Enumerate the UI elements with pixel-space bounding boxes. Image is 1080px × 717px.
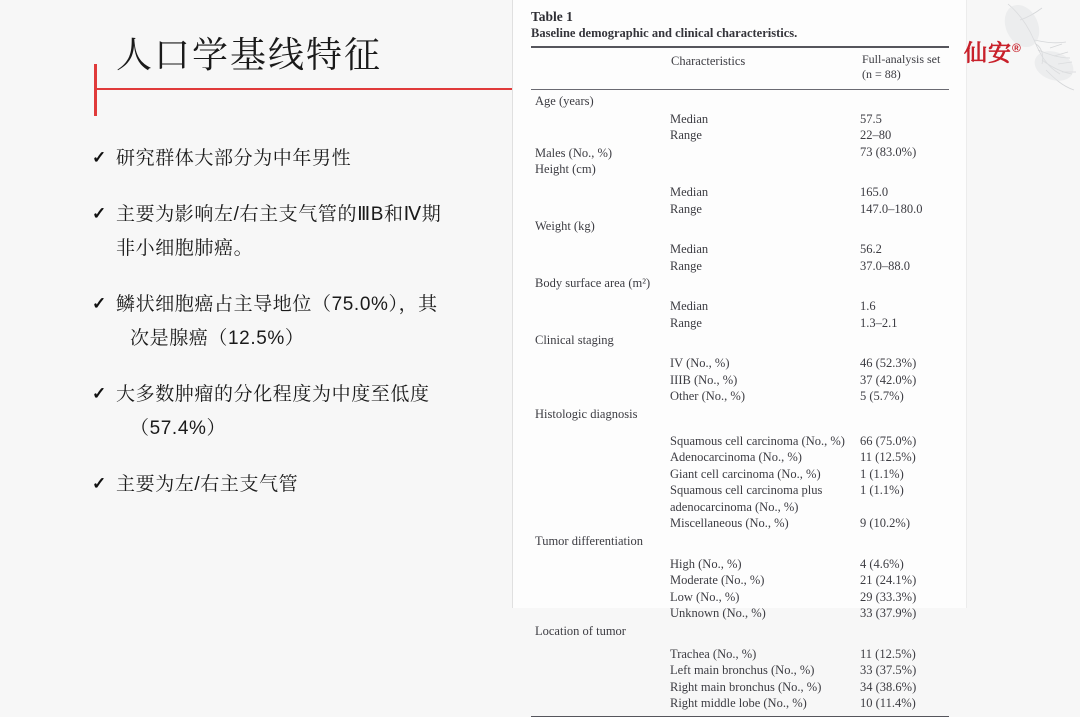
row-label: Range [670, 315, 702, 330]
table-group-age [519, 92, 962, 144]
list-item [92, 288, 504, 356]
spacer [519, 424, 962, 433]
group-label: Height (cm) [535, 162, 596, 177]
table-row [519, 355, 962, 372]
table-row [519, 499, 962, 516]
table-row [519, 201, 962, 218]
table-row [519, 482, 962, 499]
table-group-weight [519, 217, 962, 274]
row-label: Right middle lobe (No., %) [670, 696, 807, 711]
group-label: Location of tumor [535, 623, 626, 638]
row-label: Left main bronchus (No., %) [670, 663, 815, 678]
list-item-line: 主要为左/右主支气管 [116, 474, 299, 495]
row-label [670, 144, 860, 161]
table-number: Table 1 [531, 9, 573, 24]
row-label: Range [670, 258, 702, 273]
group-label: Tumor differentiation [535, 533, 643, 548]
list-item-line: 非小细胞肺癌。 [116, 238, 254, 259]
group-rows [519, 298, 962, 331]
row-value: 37 (42.0%) [860, 372, 917, 387]
group-rows [519, 241, 962, 274]
table-row [519, 695, 962, 712]
title-underline [94, 88, 520, 90]
row-value: 1.3–2.1 [860, 315, 898, 330]
slide-title-block [94, 33, 524, 111]
table-row [519, 315, 962, 332]
row-label-continuation: adenocarcinoma (No., %) [670, 499, 799, 514]
group-rows [519, 646, 962, 712]
list-item-text [116, 288, 504, 356]
table-group-histologic-diagnosis [519, 405, 962, 532]
checkmark-icon: ✓ [92, 474, 107, 493]
page-title: 人口学基线特征 [116, 34, 383, 75]
column-header-line2: (n = 88) [862, 66, 901, 81]
row-label: Median [670, 299, 709, 314]
group-label: Clinical staging [535, 333, 614, 348]
checkmark-icon: ✓ [92, 204, 107, 223]
row-value: 73 (83.0%) [860, 144, 917, 159]
row-value: 4 (4.6%) [860, 556, 904, 571]
group-rows [519, 184, 962, 217]
row-label: Squamous cell carcinoma plus [670, 483, 823, 498]
row-value: 33 (37.5%) [860, 663, 917, 678]
list-item-text [116, 378, 504, 446]
list-item [92, 468, 504, 502]
checkmark-icon: ✓ [92, 384, 107, 403]
row-label: Median [670, 185, 709, 200]
group-label: Weight (kg) [535, 219, 595, 234]
row-value: 147.0–180.0 [860, 201, 923, 216]
list-item-line: （57.4%） [130, 418, 227, 439]
table-row [519, 111, 962, 128]
table-group-males [519, 144, 962, 161]
table-row [519, 646, 962, 663]
group-rows [519, 355, 962, 405]
row-value: 33 (37.9%) [860, 606, 917, 621]
table-row [519, 298, 962, 315]
table-group-location-of-tumor [519, 622, 962, 712]
table-row [519, 372, 962, 389]
row-value: 9 (10.2%) [860, 516, 910, 531]
list-item [92, 198, 504, 266]
row-label: IIIB (No., %) [670, 372, 738, 387]
row-label: Low (No., %) [670, 589, 740, 604]
row-label: Miscellaneous (No., %) [670, 516, 789, 531]
row-value: 56.2 [860, 242, 882, 257]
group-label: Males (No., %) [535, 145, 613, 160]
row-label: Unknown (No., %) [670, 606, 766, 621]
column-header-line1: Full-analysis set [862, 51, 941, 66]
table-row [519, 589, 962, 606]
table-row [519, 241, 962, 258]
row-value: 37.0–88.0 [860, 258, 910, 273]
table-row [519, 605, 962, 622]
group-rows [519, 433, 962, 532]
row-label: IV (No., %) [670, 356, 730, 371]
column-header-characteristics: Characteristics [671, 53, 746, 68]
table-row [519, 572, 962, 589]
row-label: Median [670, 111, 709, 126]
row-label: Right main bronchus (No., %) [670, 679, 822, 694]
table-figure-panel [512, 0, 967, 711]
list-item [92, 142, 504, 176]
group-label: Histologic diagnosis [535, 406, 638, 421]
table-row [519, 184, 962, 201]
table-group-clinical-staging [519, 331, 962, 405]
list-item-text [116, 142, 504, 176]
row-value: 5 (5.7%) [860, 389, 904, 404]
list-item-line: 主要为影响左/右主支气管的ⅢB和Ⅳ期 [116, 204, 442, 225]
list-item-text [116, 198, 504, 266]
table-row [519, 258, 962, 275]
row-label: Range [670, 128, 702, 143]
list-item-line: 大多数肿瘤的分化程度为中度至低度 [116, 384, 430, 405]
row-value: 57.5 [860, 111, 882, 126]
row-value: 29 (33.3%) [860, 589, 917, 604]
group-label: Age (years) [535, 93, 594, 108]
brand-logo [950, 0, 1080, 108]
table-row [519, 556, 962, 573]
row-value: 46 (52.3%) [860, 356, 917, 371]
row-value: 22–80 [860, 128, 892, 143]
row-label: Giant cell carcinoma (No., %) [670, 466, 821, 481]
title-accent-bar [94, 64, 97, 116]
row-value: 1 (1.1%) [860, 483, 904, 498]
table-row [519, 144, 962, 161]
row-value: 11 (12.5%) [860, 646, 916, 661]
list-item [92, 378, 504, 446]
row-label: Trachea (No., %) [670, 646, 757, 661]
row-label: Moderate (No., %) [670, 573, 765, 588]
checkmark-icon: ✓ [92, 294, 107, 313]
table-row [519, 466, 962, 483]
table-row [519, 127, 962, 144]
row-value: 1 (1.1%) [860, 466, 904, 481]
list-item-line: 次是腺癌（12.5%） [130, 328, 305, 349]
row-value: 10 (11.4%) [860, 696, 916, 711]
row-value: 34 (38.6%) [860, 679, 917, 694]
table-1 [519, 8, 962, 717]
logo-text [964, 35, 1022, 66]
bullet-list [92, 142, 504, 524]
row-label: Median [670, 242, 709, 257]
row-value: 1.6 [860, 299, 876, 314]
row-label: Other (No., %) [670, 389, 745, 404]
list-item-text [116, 468, 504, 502]
row-label: Squamous cell carcinoma (No., %) [670, 433, 845, 448]
logo-name: 仙安 [964, 39, 1012, 66]
checkmark-icon: ✓ [92, 148, 107, 167]
row-value: 21 (24.1%) [860, 573, 917, 588]
table-header-row [519, 48, 962, 86]
table-caption: Baseline demographic and clinical characteristics. [531, 26, 798, 40]
table-group-body-surface-area [519, 274, 962, 331]
list-item-line: 研究群体大部分为中年男性 [116, 148, 352, 169]
row-label: Adenocarcinoma (No., %) [670, 450, 802, 465]
table-row [519, 433, 962, 450]
row-label: Range [670, 201, 702, 216]
table-group-height [519, 160, 962, 217]
row-value: 66 (75.0%) [860, 433, 917, 448]
column-header-full-analysis-set [862, 52, 940, 82]
table-row [519, 449, 962, 466]
table-row [519, 515, 962, 532]
registered-mark: ® [1012, 41, 1022, 55]
table-group-tumor-differentiation [519, 532, 962, 622]
table-body [519, 90, 962, 712]
table-row [519, 388, 962, 405]
row-value: 11 (12.5%) [860, 450, 916, 465]
group-rows [519, 111, 962, 144]
table-row [519, 662, 962, 679]
list-item-line: 鳞状细胞癌占主导地位（75.0%），其 [116, 294, 438, 315]
table-row [519, 679, 962, 696]
group-label: Body surface area (m²) [535, 276, 651, 291]
group-rows [519, 556, 962, 622]
row-value: 165.0 [860, 185, 889, 200]
row-label: High (No., %) [670, 556, 742, 571]
